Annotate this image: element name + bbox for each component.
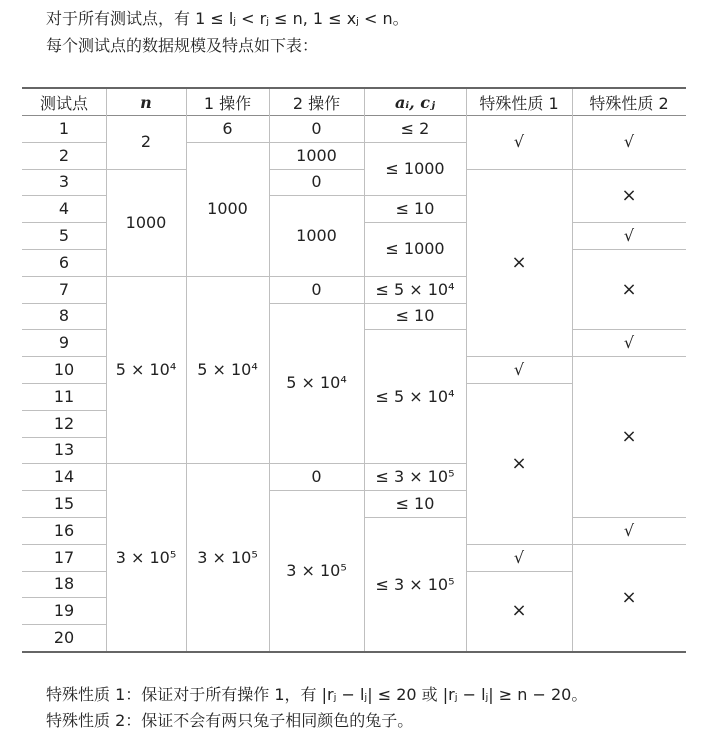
test-case-number: 2 [58,145,70,165]
intro-line-1: 对于所有测试点，有 1 ≤ lⱼ < rⱼ ≤ n, 1 ≤ xⱼ < n。 [46,9,409,28]
op2-count: 0 [311,279,322,299]
property-2-mark: × [621,426,637,448]
property-1-mark: × [511,251,527,273]
property-1-mark: √ [513,360,525,380]
n-value: 5 × 10⁴ [115,360,177,380]
test-case-number: 11 [53,386,75,406]
test-case-number: 18 [53,574,75,594]
test-case-number: 8 [58,306,70,326]
header-op2: 2 操作 [292,93,341,113]
note-1-label: 特殊性质 1： [46,685,142,704]
header-a-c: aᵢ, cⱼ [394,92,436,112]
op2-count: 0 [311,118,322,138]
header-property-2: 特殊性质 2 [589,93,669,113]
test-case-number: 19 [53,601,75,621]
test-case-number: 10 [53,360,75,380]
op2-count: 5 × 10⁴ [286,373,347,393]
value-range: ≤ 10 [395,494,435,514]
op2-count: 3 × 10⁵ [286,561,347,581]
value-range: ≤ 10 [395,199,435,219]
value-range: ≤ 3 × 10⁵ [375,574,455,594]
header-n: n [140,92,152,112]
note-property-1 [46,684,587,706]
op1-count: 1000 [207,199,248,219]
value-range: ≤ 1000 [385,239,445,259]
property-1-mark: × [511,600,527,622]
note-2-label: 特殊性质 2： [46,711,142,730]
property-2-mark: √ [623,226,635,246]
property-2-mark: × [621,184,637,206]
note-1-text: 保证对于所有操作 1，有 |rⱼ − lⱼ| ≤ 20 或 |rⱼ − lⱼ| ≥ n − 20。 [141,685,588,704]
test-data-table [22,87,686,653]
note-property-2 [46,710,413,732]
test-case-number: 20 [53,628,75,648]
value-range: ≤ 10 [395,306,435,326]
test-case-number: 17 [53,547,75,567]
intro-line-2: 每个测试点的数据规模及特点如下表： [46,36,319,55]
test-case-number: 15 [53,494,75,514]
test-case-number: 13 [53,440,75,460]
n-value: 2 [140,132,152,152]
test-case-number: 12 [53,413,75,433]
test-case-number: 3 [58,172,70,192]
test-case-number: 16 [53,520,75,540]
property-1-mark: √ [513,132,525,152]
property-2-mark: × [621,278,637,300]
value-range: ≤ 1000 [385,159,445,179]
value-range: ≤ 5 × 10⁴ [375,386,455,406]
op2-count: 1000 [296,145,337,165]
property-1-mark: × [511,452,527,474]
property-2-mark: √ [623,333,635,353]
op1-count: 6 [222,118,233,138]
value-range: ≤ 5 × 10⁴ [375,279,455,299]
note-2-text: 保证不会有两只兔子相同颜色的兔子。 [141,711,414,730]
header-property-1: 特殊性质 1 [479,93,559,113]
op2-count: 0 [311,467,322,487]
header-op1: 1 操作 [203,93,252,113]
test-case-number: 6 [58,252,70,272]
n-value: 3 × 10⁵ [115,547,177,567]
op1-count: 3 × 10⁵ [197,547,258,567]
property-2-mark: √ [623,132,635,152]
test-case-number: 9 [58,333,70,353]
property-1-mark: √ [513,547,525,567]
header-test-case: 测试点 [39,93,88,113]
value-range: ≤ 3 × 10⁵ [375,467,455,487]
property-2-mark: × [621,586,637,608]
property-2-mark: √ [623,520,635,540]
test-case-number: 14 [53,467,75,487]
test-case-number: 1 [58,118,70,138]
op2-count: 0 [311,172,322,192]
test-case-number: 4 [58,199,70,219]
n-value: 1000 [125,212,167,232]
op1-count: 5 × 10⁴ [197,360,258,380]
test-case-number: 7 [58,279,70,299]
op2-count: 1000 [296,226,337,246]
test-case-number: 5 [58,226,70,246]
table-bottom-rule [22,651,686,653]
value-range: ≤ 2 [400,118,430,138]
